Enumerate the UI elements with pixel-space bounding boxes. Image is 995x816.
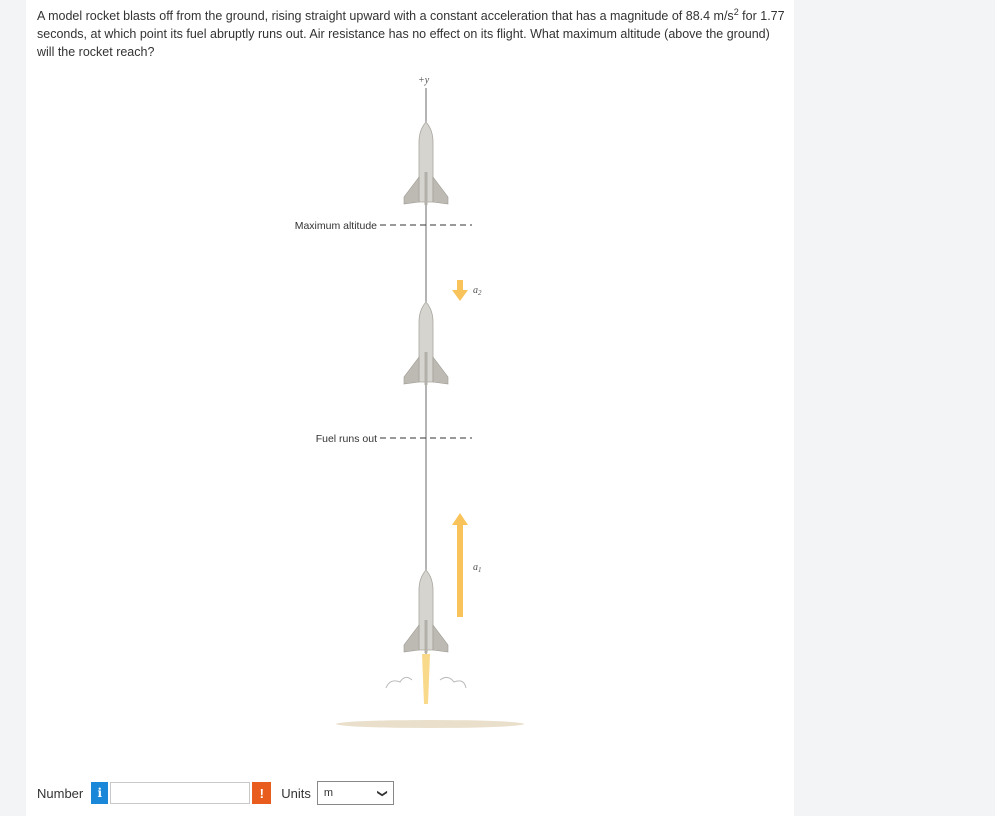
answer-row (37, 780, 394, 806)
a2-label: $a_2$ (473, 285, 482, 297)
rocket-figure (260, 68, 580, 748)
exhaust-flame (422, 654, 430, 704)
number-input[interactable] (110, 782, 250, 804)
question-text: A model rocket blasts off from the ground, rising straight upward with a constant acceleration that has a magnitude of 88.4 $m/s^2$ for 1.77 seconds, at which point its fuel abruptly runs out. Air resistance has no effect on its flight. What maximum altitude (above the ground) will the rocket reach? (37, 7, 785, 60)
a1-label: $a_1$ (473, 562, 482, 574)
info-icon[interactable]: i (91, 782, 108, 804)
y-axis-label: +y (418, 75, 430, 86)
ground (336, 720, 524, 728)
number-label: Number (37, 785, 84, 801)
rocket-top (404, 122, 448, 205)
fuel-out-label: Fuel runs out (315, 433, 377, 445)
units-label: Units (281, 785, 311, 801)
a2-arrow (452, 280, 468, 301)
a1-arrow (452, 513, 468, 617)
max-altitude-label: Maximum altitude (294, 220, 377, 232)
units-selected-value: m (323, 787, 334, 799)
rocket-bottom (404, 570, 448, 653)
rocket-middle (404, 302, 448, 385)
units-select[interactable] (317, 781, 394, 805)
chevron-down-icon: ❯ (377, 788, 389, 798)
warning-icon: ! (252, 782, 271, 804)
